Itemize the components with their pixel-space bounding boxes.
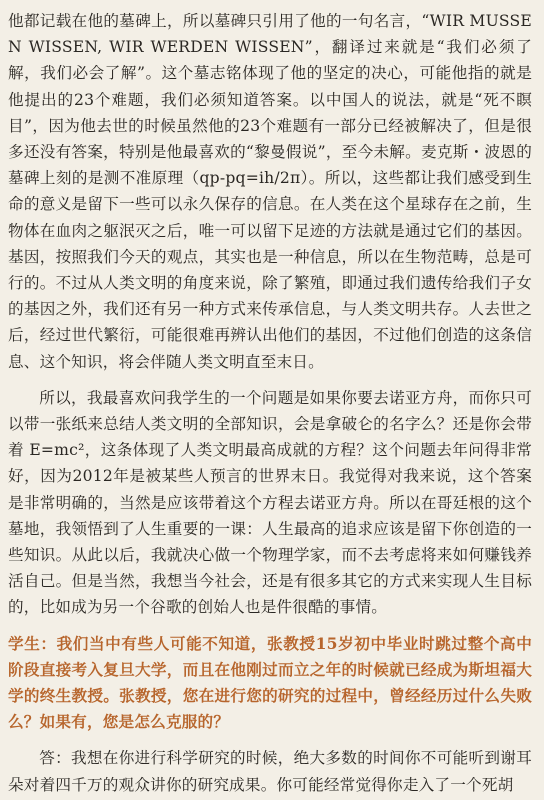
paragraph-gravestone-meaning: 他都记载在他的墓碑上，所以墓碑只引用了他的一句名言，“WIR MUSSEN WISSEN, WIR WERDEN WISSEN”，翻译过来就是“我们必须了解，我们必会了解”。这个墓志铭体现了他的坚定的决心，可能他指的就是他提出的23个难题，我们必须知道答案。以中国人的说法，就是“死不瞑目”，因为他去世的时候虽然他的23个难题有一部分已经被解决了，但是很多还没有答案，特别是他最喜欢的“黎曼假说”，至今未解。麦克斯・波恩的墓碑上刻的是测不准原理（qp-pq=ih/2π）。所以，这些都让我们感受到生命的意义是留下一些可以永久保存的信息。在人类在这个星球存在之前，生物体在血肉之躯泯灭之后，唯一可以留下足迹的方法就是通过它们的基因。基因，按照我们今天的观点，其实也是一种信息，所以在生物范畴，总是可行的。不过从人类文明的角度来说，除了繁殖，即通过我们遗传给我们子女的基因之外，我们还有另一种方式来传承信息，与人类文明共存。人去世之后，经过世代繁衍，可能很难再辨认出他们的基因，不过他们创造的这条信息、这个知识，将会伴随人类文明直至末日。 [8,12,532,371]
paragraph-gap [8,735,532,745]
answer-paragraph: 答：我想在你进行科学研究的时候，绝大多数的时间你不可能听到谢耳朵对着四千万的观众讲你的研究成果。你可能经常觉得你走入了一个死胡 [8,749,532,794]
paragraph-gap [8,621,532,631]
paragraph-noahs-ark-question: 所以，我最喜欢问我学生的一个问题是如果你要去诺亚方舟，而你只可以带一张纸来总结人类文明的全部知识，会是拿破仑的名字么？还是你会带着 E=mc²，这条体现了人类文明最高成就的方程？这个问题去年问得非常好，因为2012年是被某些人预言的世界末日。我觉得对我来说，这个答案是非常明确的，当然是应该带着这个方程去诺亚方舟。所以在哥廷根的这个墓地，我领悟到了人生重要的一课：人生最高的追求应该是留下你创造的一些知识。从此以后，我就决心做一个物理学家，而不去考虑将来如何赚钱养活自己。但是当然，我想当今社会，还是有很多其它的方式来实现人生目标的，比如成为另一个谷歌的创始人也是件很酷的事情。 [8,388,532,617]
paragraph-gap [8,375,532,385]
student-question: 学生：我们当中有些人可能不知道，张教授15岁初中毕业时跳过整个高中阶段直接考入复旦大学，而且在他刚过而立之年的时候就已经成为斯坦福大学的终生教授。张教授，您在进行您的研究的过程中，曾经经历过什么失败么？如果有，您是怎么克服的？ [8,633,532,732]
